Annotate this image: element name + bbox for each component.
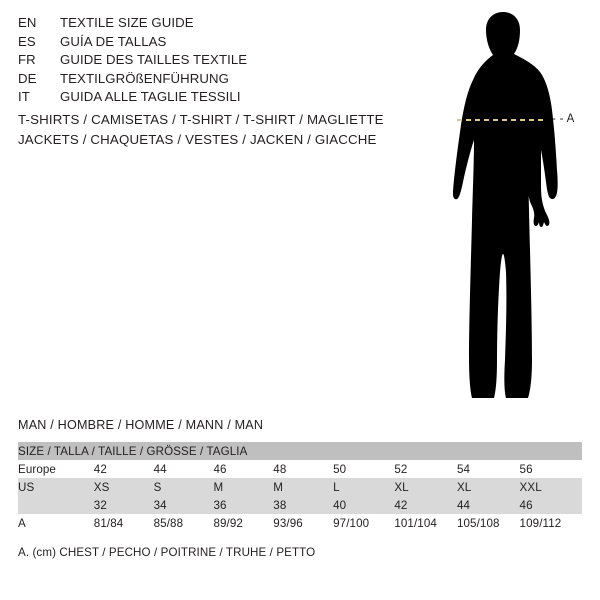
table-cell: 44: [456, 498, 471, 512]
row-label: US: [18, 480, 35, 494]
table-cell: 46: [519, 498, 533, 512]
figure-illustration: [400, 10, 600, 410]
table-cell: M: [273, 480, 284, 494]
table-cell: 40: [333, 498, 347, 512]
language-row: [18, 14, 388, 33]
size-table: [18, 442, 582, 532]
table-cell: XS: [93, 480, 110, 494]
table-cell: 52: [394, 462, 408, 476]
table-cell: 46: [213, 462, 227, 476]
language-row: [18, 70, 388, 89]
language-header-block: [18, 14, 388, 107]
table-cell: 38: [273, 498, 287, 512]
language-text: GUIDA ALLE TAGLIE TESSILI: [60, 89, 241, 104]
language-text: GUÍA DE TALLAS: [60, 33, 167, 49]
table-cell: 42: [394, 498, 408, 512]
table-cell: 89/92: [213, 516, 243, 530]
language-code: DE: [18, 70, 37, 86]
table-row: [18, 460, 582, 478]
table-cell: 101/104: [394, 516, 437, 530]
row-label: A: [18, 516, 26, 530]
language-code: IT: [18, 89, 30, 104]
table-footnote: A. (cm) CHEST / PECHO / POITRINE / TRUHE / PETTO: [18, 546, 316, 559]
table-cell: 32: [93, 498, 107, 512]
table-row: [18, 478, 582, 496]
table-header-label: SIZE / TALLA / TAILLE / GRÖSSE / TAGLIA: [18, 444, 248, 458]
language-row: [18, 33, 388, 52]
measure-letter: A: [566, 113, 575, 125]
table-cell: 85/88: [153, 516, 184, 530]
language-text: GUIDE DES TAILLES TEXTILE: [60, 52, 248, 67]
measure-dash: - -: [552, 113, 564, 125]
table-cell: 48: [273, 462, 287, 476]
table-cell: S: [153, 480, 162, 494]
table-cell: XXL: [519, 480, 542, 494]
table-row: [18, 496, 582, 514]
table-cell: XL: [394, 480, 409, 494]
table-cell: 109/112: [519, 516, 562, 530]
language-row: [18, 51, 388, 70]
language-row: [18, 88, 388, 107]
row-label: [18, 496, 94, 514]
language-text: TEXTILGRÖßENFÜHRUNG: [60, 70, 229, 86]
table-cell: 44: [153, 462, 167, 476]
language-text: TEXTILE SIZE GUIDE: [60, 15, 194, 30]
category-line-jackets: JACKETS / CHAQUETAS / VESTES / JACKEN / GIACCHE: [18, 132, 377, 147]
table-cell: M: [213, 480, 224, 494]
male-silhouette-icon: [400, 10, 600, 410]
table-cell: XL: [456, 480, 472, 494]
table-cell: 34: [153, 498, 167, 512]
table-title: MAN / HOMBRE / HOMME / MANN / MAN: [18, 418, 264, 432]
table-cell: 56: [519, 462, 533, 476]
table-cell: 36: [213, 498, 227, 512]
language-code: EN: [18, 15, 37, 30]
table-cell: 42: [93, 462, 107, 476]
table-header-row: [18, 442, 582, 460]
table-cell: 81/84: [93, 516, 124, 530]
row-label: Europe: [18, 462, 56, 476]
table-cell: 54: [456, 462, 471, 476]
table-cell: 105/108: [456, 516, 500, 530]
table-cell: L: [333, 480, 340, 494]
category-line-tshirts: T-SHIRTS / CAMISETAS / T-SHIRT / T-SHIRT / MAGLIETTE: [18, 112, 384, 127]
language-code: FR: [18, 52, 36, 67]
table-cell: 50: [333, 462, 347, 476]
table-cell: 97/100: [333, 516, 370, 530]
language-code: ES: [18, 33, 36, 49]
measure-label-a: [552, 113, 575, 125]
category-block: [18, 110, 418, 150]
table-cell: 93/96: [273, 516, 303, 530]
table-row: [18, 514, 582, 532]
